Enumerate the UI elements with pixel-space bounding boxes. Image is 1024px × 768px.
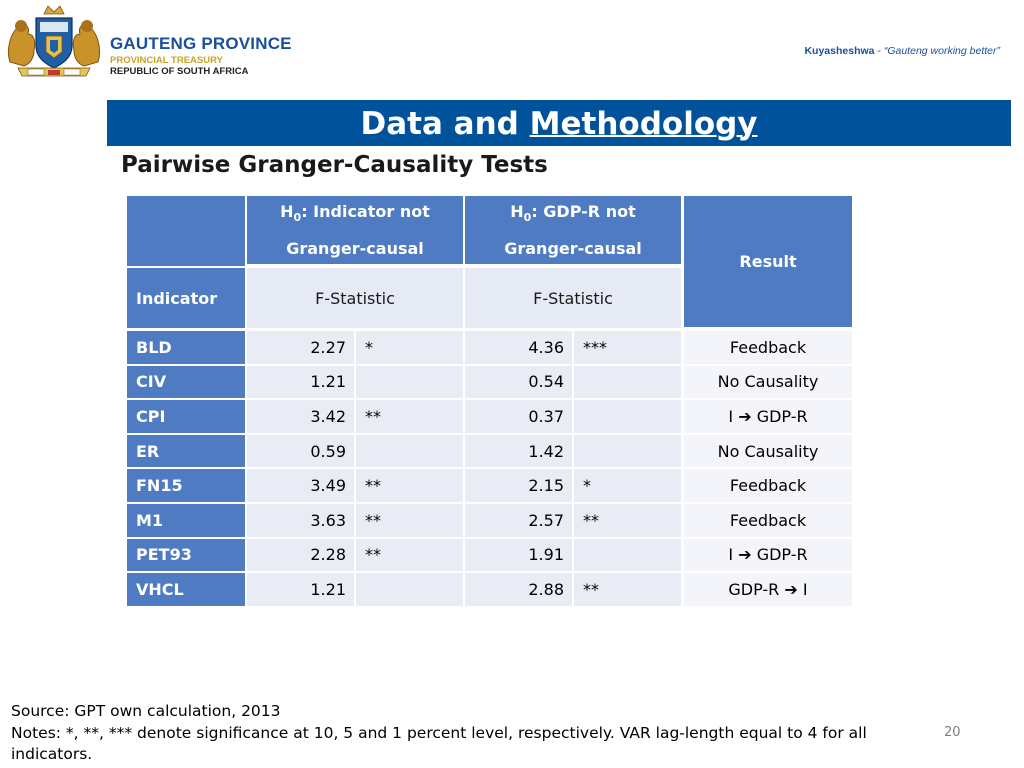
- indicator-cell: VHCL: [127, 573, 245, 606]
- col1-f-statistic: 3.63: [247, 504, 354, 537]
- col2-significance: ***: [574, 331, 681, 364]
- table-corner-cell: [127, 196, 245, 266]
- col2-significance: **: [574, 573, 681, 606]
- result-cell: I ➔ GDP-R: [684, 539, 852, 572]
- col2-significance: [574, 366, 681, 399]
- col1-f-statistic: 2.27: [247, 331, 354, 364]
- slide-title-underlined: Methodology: [529, 106, 758, 142]
- col2-f-statistic: 1.91: [465, 539, 572, 572]
- indicator-cell: M1: [127, 504, 245, 537]
- col1-h0-prefix: H: [280, 201, 294, 221]
- col1-significance: **: [356, 469, 463, 502]
- tagline: [804, 45, 1000, 57]
- col2-h0-sub: 0: [523, 211, 532, 225]
- col1-f-statistic: 2.28: [247, 539, 354, 572]
- result-cell: GDP-R ➔ I: [684, 573, 852, 606]
- indicator-cell: FN15: [127, 469, 245, 502]
- organisation-name: GAUTENG PROVINCE: [110, 34, 292, 53]
- col2-f-statistic: 2.88: [465, 573, 572, 606]
- col2-header-line1: [504, 196, 642, 233]
- col1-hypothesis-header: [247, 196, 463, 264]
- col2-significance: *: [574, 469, 681, 502]
- col1-header-line2: Granger-causal: [286, 239, 424, 259]
- result-cell: Feedback: [684, 331, 852, 364]
- col2-f-statistic: 0.54: [465, 366, 572, 399]
- col1-significance: [356, 435, 463, 468]
- result-cell: Feedback: [684, 504, 852, 537]
- col2-significance: **: [574, 504, 681, 537]
- significance-notes: Notes: *, **, *** denote significance at 10, 5 and 1 percent level, respectively. VAR lag-length equal to 4 for all indicators.: [11, 724, 867, 763]
- col2-header-line2: Granger-causal: [504, 239, 642, 259]
- organisation-country: REPUBLIC OF SOUTH AFRICA: [110, 66, 249, 77]
- col2-significance: [574, 435, 681, 468]
- col1-significance: [356, 573, 463, 606]
- col2-significance: [574, 400, 681, 433]
- indicator-header: Indicator: [127, 268, 245, 328]
- indicator-cell: CPI: [127, 400, 245, 433]
- organisation-department: PROVINCIAL TREASURY: [110, 55, 223, 66]
- col1-header-text1: : Indicator not: [301, 201, 430, 221]
- col2-f-statistic: 2.15: [465, 469, 572, 502]
- col2-f-statistic: 4.36: [465, 331, 572, 364]
- col1-header-line1: [280, 196, 430, 233]
- indicator-cell: ER: [127, 435, 245, 468]
- col1-significance: [356, 366, 463, 399]
- col2-significance: [574, 539, 681, 572]
- col1-f-statistic: 1.21: [247, 573, 354, 606]
- col1-f-statistic: 3.49: [247, 469, 354, 502]
- col2-f-statistic: 0.37: [465, 400, 572, 433]
- tagline-quote: “Gauteng working better”: [883, 45, 1000, 57]
- col1-significance: **: [356, 539, 463, 572]
- indicator-cell: CIV: [127, 366, 245, 399]
- col1-significance: **: [356, 400, 463, 433]
- col2-h0-prefix: H: [510, 201, 524, 221]
- col1-significance: *: [356, 331, 463, 364]
- slide-title: [360, 106, 757, 142]
- indicator-cell: PET93: [127, 539, 245, 572]
- col1-significance: **: [356, 504, 463, 537]
- result-header: Result: [684, 196, 852, 327]
- col2-header-text1: : GDP-R not: [531, 201, 636, 221]
- col1-f-statistic: 1.21: [247, 366, 354, 399]
- result-cell: Feedback: [684, 469, 852, 502]
- col2-f-statistic: 1.42: [465, 435, 572, 468]
- col1-f-statistic: 0.59: [247, 435, 354, 468]
- slide-subtitle: Pairwise Granger-Causality Tests: [121, 152, 548, 178]
- col1-h0-sub: 0: [293, 211, 302, 225]
- tagline-separator: -: [874, 45, 884, 57]
- indicator-cell: BLD: [127, 331, 245, 364]
- coat-of-arms-logo: [4, 2, 104, 78]
- tagline-lead: Kuyasheshwa: [804, 45, 875, 57]
- col1-statistic-header: F-Statistic: [247, 268, 463, 328]
- result-cell: No Causality: [684, 435, 852, 468]
- col2-f-statistic: 2.57: [465, 504, 572, 537]
- col1-f-statistic: 3.42: [247, 400, 354, 433]
- col2-statistic-header: F-Statistic: [465, 268, 681, 328]
- result-cell: I ➔ GDP-R: [684, 400, 852, 433]
- slide-title-plain: Data and: [360, 106, 530, 142]
- title-bar: [107, 100, 1011, 146]
- page-number: 20: [944, 725, 961, 740]
- result-cell: No Causality: [684, 366, 852, 399]
- col2-hypothesis-header: [465, 196, 681, 264]
- source-note: Source: GPT own calculation, 2013: [11, 702, 281, 720]
- organisation-block: [110, 34, 292, 77]
